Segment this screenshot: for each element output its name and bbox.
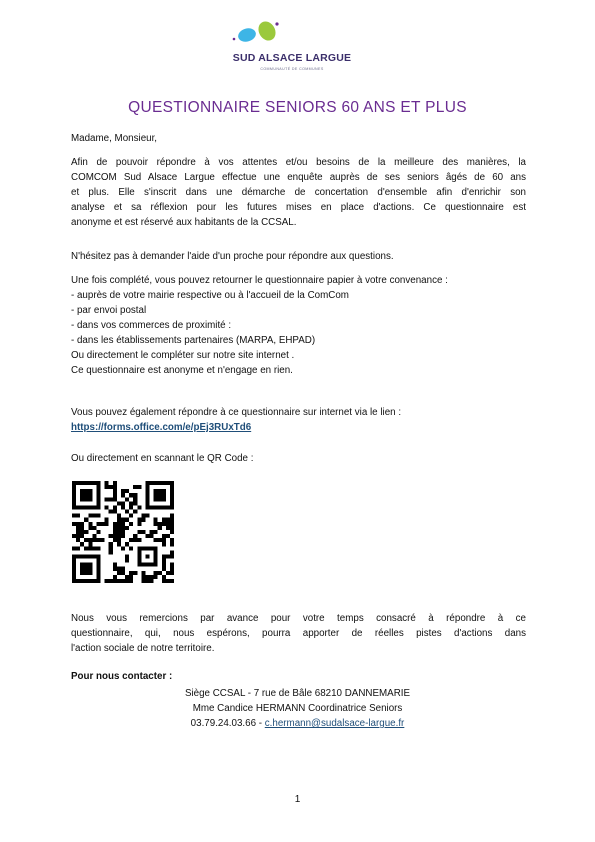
qr-code-image (72, 481, 174, 583)
thanks-line: Nous vous remercions par avance pour votre temps consacré à répondre à ce (71, 613, 526, 624)
contact-phone-email (0, 716, 595, 731)
help-text: N'hésitez pas à demander l'aide d'un proche pour répondre aux questions. (71, 251, 394, 262)
intro-paragraph (71, 155, 526, 230)
return-line: - auprès de votre mairie respective ou à l'accueil de la ComCom (71, 290, 349, 301)
return-line: - par envoi postal (71, 305, 147, 316)
qr-code-text: Ou directement en scannant le QR Code : (71, 453, 254, 464)
logo-name: SUD ALSACE LARGUE (232, 52, 352, 64)
intro-line: et plus. Elle s'inscrit dans une démarche de concertation d'ensemble afin d'enrichir son (71, 187, 526, 198)
sud-alsace-largue-logo (222, 18, 372, 78)
intro-line: COMCOM Sud Alsace Largue effectue une enquête auprès de ses seniors âgés de 60 ans (71, 172, 526, 183)
thanks-line: questionnaire, qui, nous espérons, pourra apporter de réelles pistes d'actions dans (71, 628, 526, 639)
forms-link[interactable]: https://forms.office.com/e/pEj3RUxTd6 (71, 422, 252, 433)
contact-title: Pour nous contacter : (71, 671, 173, 682)
intro-line: anonyme et est réservé aux habitants de la CCSAL. (71, 217, 297, 228)
intro-line: analyse et sa réflexion pour les futures mises en place d'actions. Ce questionnaire est (71, 202, 526, 213)
page-title: QUESTIONNAIRE SENIORS 60 ANS ET PLUS (128, 99, 467, 116)
contact-person: Mme Candice HERMANN Coordinatrice Seniors (192, 703, 403, 714)
logo-tagline: COMMUNAUTÉ DE COMMUNES (260, 67, 324, 71)
return-line: - dans les établissements partenaires (MARPA, EHPAD) (71, 335, 316, 346)
salutation: Madame, Monsieur, (71, 133, 158, 144)
online-section (71, 405, 526, 435)
return-line: Ou directement le compléter sur notre site internet . (71, 350, 295, 361)
contact-email-link[interactable]: c.hermann@sudalsace-largue.fr (264, 718, 405, 729)
logo-leaves-icon (222, 18, 372, 54)
intro-line: Afin de pouvoir répondre à vos attentes et/ou besoins de la meilleure des manières, la (71, 157, 526, 168)
page-number: 1 (294, 794, 301, 805)
contact-address: Siège CCSAL - 7 rue de Bâle 68210 DANNEMARIE (184, 688, 411, 699)
return-line: - dans vos commerces de proximité : (71, 320, 232, 331)
thanks-paragraph (71, 611, 526, 656)
return-options (71, 273, 526, 378)
contact-phone: 03.79.24.03.66 - (190, 718, 265, 729)
thanks-line: l'action sociale de notre territoire. (71, 643, 215, 654)
return-line: Une fois complété, vous pouvez retourner le questionnaire papier à votre convenance : (71, 275, 448, 286)
return-line: Ce questionnaire est anonyme et n'engage en rien. (71, 365, 293, 376)
online-text: Vous pouvez également répondre à ce questionnaire sur internet via le lien : (71, 407, 402, 418)
